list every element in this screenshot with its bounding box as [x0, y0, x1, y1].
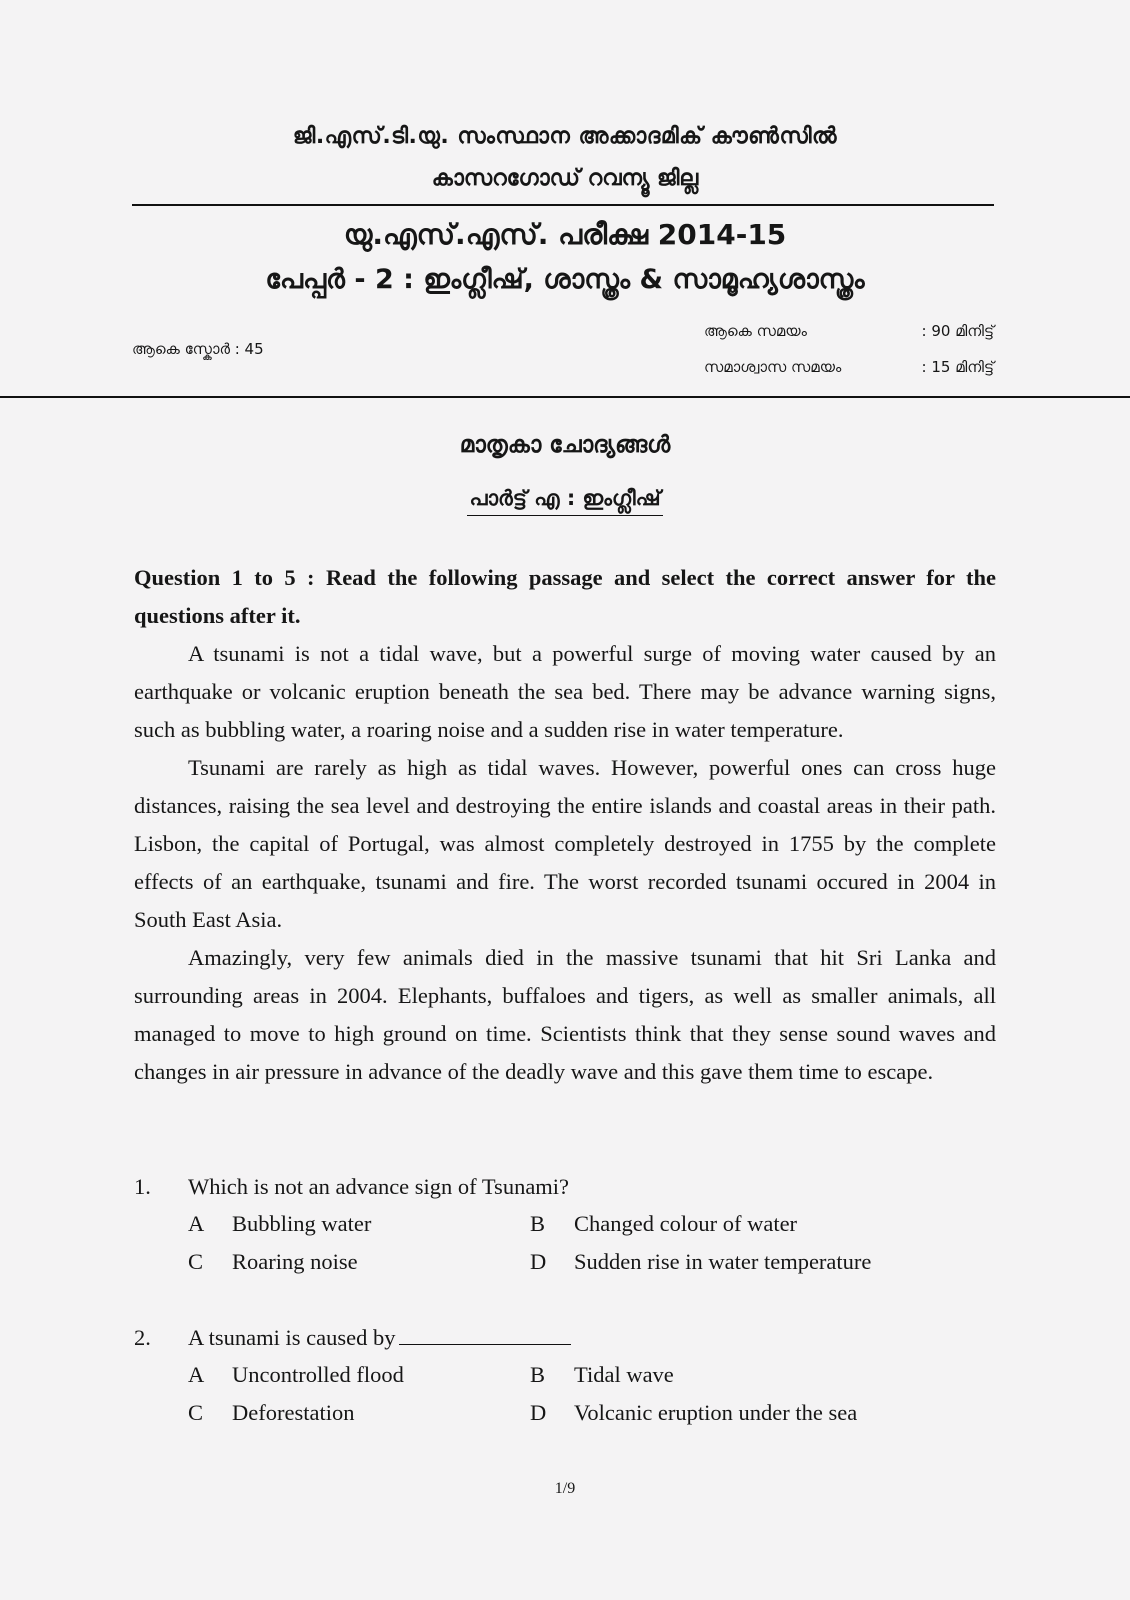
section-heading: മാതൃകാ ചോദ്യങ്ങൾ: [459, 432, 671, 458]
cool-off-time: [704, 358, 994, 376]
passage-paragraph: Amazingly, very few animals died in the massive tsunami that hit Sri Lanka and surrounding areas in 2004. Elephants, buffaloes and tigers, as well as smaller animals, all managed to move to high ground on time. Scientists think that they sense sound waves and changes in air pressure in advance of the deadly wave and this gave them time to escape.: [134, 945, 996, 1084]
total-time: [704, 322, 994, 340]
exam-title: യു.എസ്.എസ്. പരീക്ഷ 2014-15: [343, 218, 787, 251]
option-letter: A: [188, 1362, 205, 1387]
option-text: Sudden rise in water temperature: [574, 1249, 872, 1274]
cool-off-label: സമാശ്വാസ സമയം: [704, 358, 842, 376]
question-stem-wrap: [188, 1325, 571, 1351]
cool-off-value: : 15 മിനിട്ട്: [921, 358, 994, 376]
option-text: Roaring noise: [232, 1249, 358, 1274]
header-divider: [132, 204, 994, 206]
part-heading-text: പാർട്ട് എ : ഇംഗ്ലീഷ്: [467, 486, 662, 516]
option-text: Tidal wave: [574, 1362, 674, 1387]
option-letter: D: [530, 1400, 547, 1425]
question-number: 2.: [134, 1325, 151, 1350]
total-time-label: ആകെ സമയം: [704, 322, 807, 340]
option-letter: C: [188, 1400, 204, 1425]
option-text: Bubbling water: [232, 1211, 372, 1236]
question-number: 1.: [134, 1174, 151, 1199]
option-text: Changed colour of water: [574, 1211, 798, 1236]
district-name: കാസറഗോഡ് റവന്യൂ ജില്ല: [431, 166, 699, 191]
option-letter: B: [530, 1362, 546, 1387]
total-time-value: : 90 മിനിട്ട്: [921, 322, 994, 340]
passage-instruction: Question 1 to 5 : Read the following passage and select the correct answer for the questions after it.: [134, 565, 996, 628]
option-text: Uncontrolled flood: [232, 1362, 404, 1387]
passage-paragraph: Tsunami are rarely as high as tidal waves. However, powerful ones can cross huge distances, raising the sea level and destroying the entire islands and coastal areas in their path. Lisbon, the capital of Portugal, was almost completely destroyed in 1755 by the complete effects of an earthquake, tsunami and fire. The worst recorded tsunami occured in 2004 in South East Asia.: [134, 755, 996, 932]
total-score: ആകെ സ്കോർ : 45: [132, 340, 264, 358]
passage-paragraph: A tsunami is not a tidal wave, but a powerful surge of moving water caused by an earthquake or volcanic eruption beneath the sea bed. There may be advance warning signs, such as bubbling water, a roaring noise and a sudden rise in water temperature.: [134, 641, 996, 742]
page-number: 1/9: [554, 1480, 576, 1497]
option-text: Deforestation: [232, 1400, 355, 1425]
option-text: Volcanic eruption under the sea: [574, 1400, 858, 1425]
option-letter: D: [530, 1249, 547, 1274]
question-stem: A tsunami is caused by: [188, 1325, 396, 1350]
council-name: ജി.എസ്.ടി.യു. സംസ്ഥാന അക്കാദമിക് കൗൺസിൽ: [292, 124, 838, 149]
option-letter: B: [530, 1211, 546, 1236]
option-letter: A: [188, 1211, 205, 1236]
paper-title: പേപ്പർ - 2 : ഇംഗ്ലീഷ്, ശാസ്ത്രം & സാമൂഹ്യശാസ്ത്രം: [265, 264, 865, 295]
part-heading: [0, 486, 1130, 516]
option-letter: C: [188, 1249, 204, 1274]
answer-blank: [399, 1326, 571, 1345]
section-divider: [0, 396, 1130, 398]
question-stem: Which is not an advance sign of Tsunami?: [188, 1174, 570, 1199]
